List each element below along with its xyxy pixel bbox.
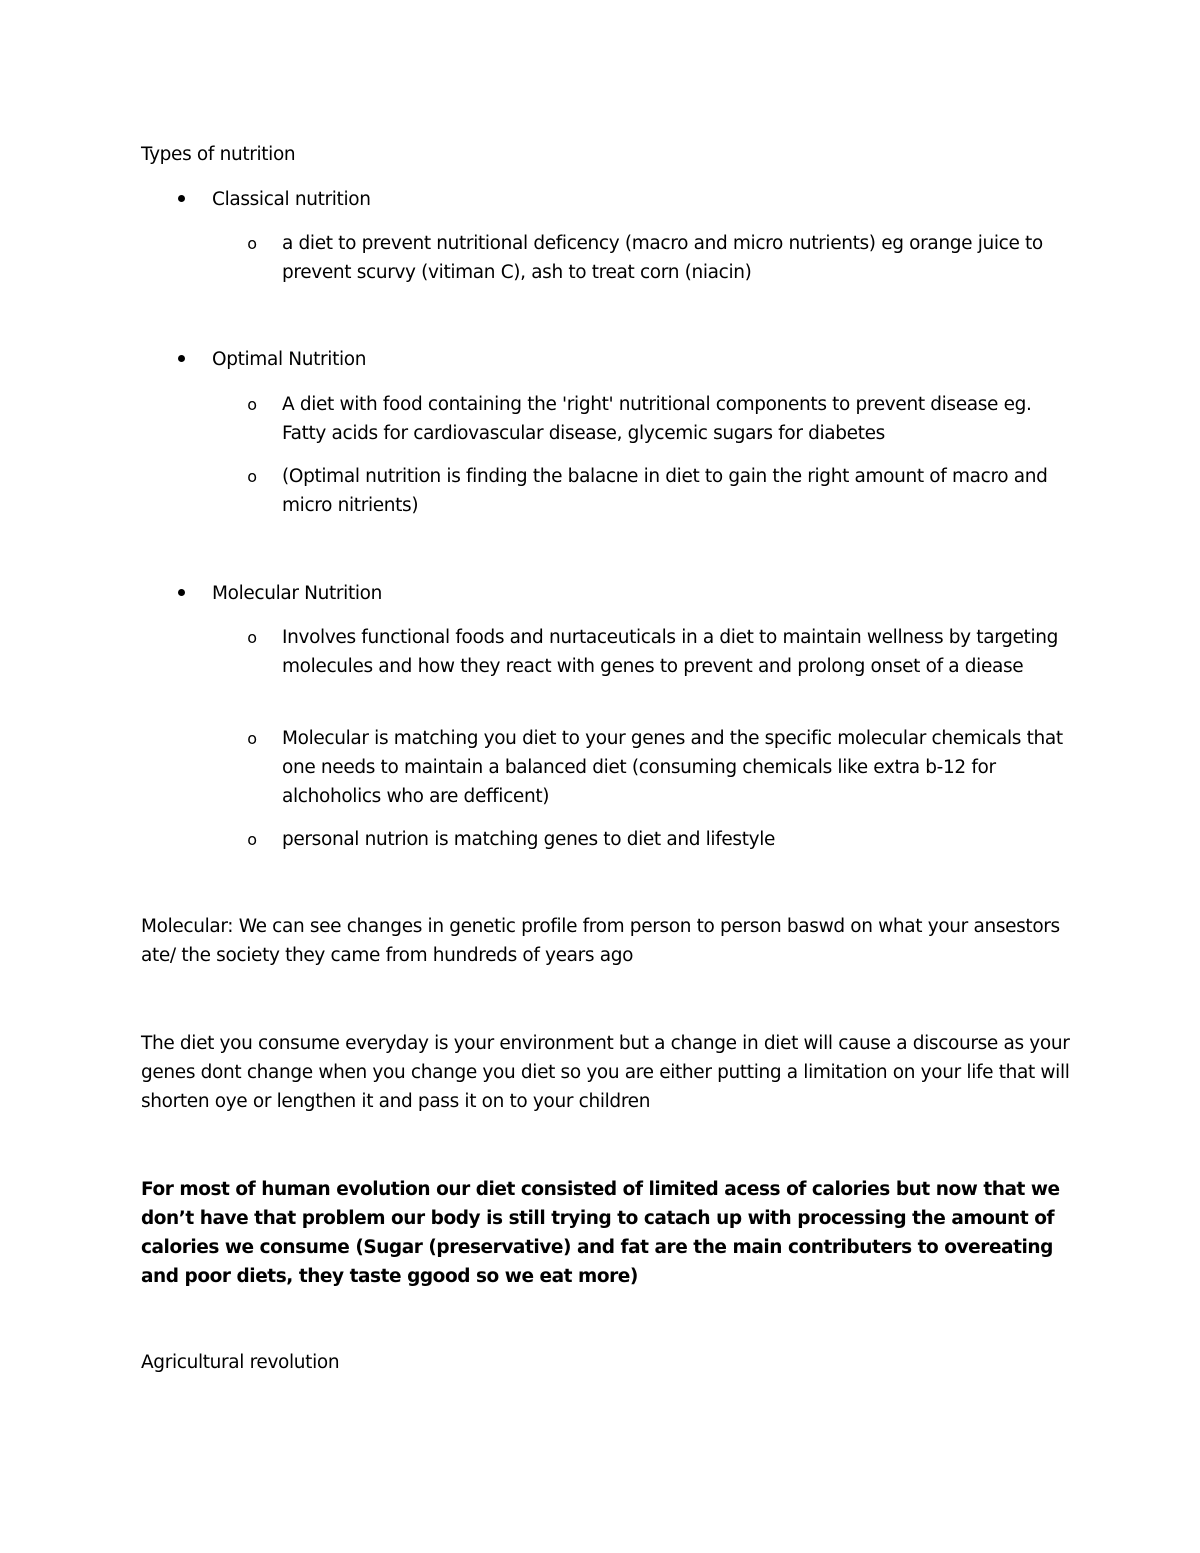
hollow-bullet-icon: o: [247, 234, 257, 253]
sub-item-text: personal nutrion is matching genes to diet and lifestyle: [282, 829, 776, 850]
paragraph-molecular: Molecular: We can see changes in genetic profile from person to person baswd on what your ansestors ate/ the society they came from hundreds of years ago: [141, 916, 1060, 966]
hollow-bullet-icon: o: [247, 729, 257, 748]
hollow-bullet-icon: o: [247, 395, 257, 414]
bullet-dot-icon: [174, 185, 188, 214]
sub-item-text: (Optimal nutrition is finding the balacne in diet to gain the right amount of macro and micro nitrients): [282, 466, 1048, 516]
paragraph-human-evolution: For most of human evolution our diet consisted of limited acess of calories but now that we don’t have that problem our body is still trying to catach up with processing the amount of calories we consume (Sugar (preservative) and fat are the main contributers to overeating and poor diets, they taste ggood so we eat more): [141, 1179, 1060, 1287]
bullet-dot-icon: [174, 579, 188, 608]
sub-item-text: a diet to prevent nutritional deficency (macro and micro nutrients) eg orange juice to prevent scurvy (vitiman C), ash to treat corn (niacin): [282, 233, 1043, 283]
sub-item-text: Molecular is matching you diet to your genes and the specific molecular chemicals that one needs to maintain a balanced diet (consuming chemicals like extra b-12 for alchoholics who are defficent): [282, 728, 1063, 807]
hollow-bullet-icon: o: [247, 467, 257, 486]
hollow-bullet-icon: o: [247, 628, 257, 647]
bullet-label: Molecular Nutrition: [212, 583, 383, 604]
paragraph-agricultural-revolution: Agricultural revolution: [141, 1352, 340, 1373]
bullet-label: Optimal Nutrition: [212, 349, 367, 370]
hollow-bullet-icon: o: [247, 830, 257, 849]
heading-types-of-nutrition: Types of nutrition: [141, 144, 296, 165]
bullet-dot-icon: [174, 345, 188, 374]
sub-item-text: Involves functional foods and nurtaceuticals in a diet to maintain wellness by targeting molecules and how they react with genes to prevent and prolong onset of a diease: [282, 627, 1059, 677]
sub-item-text: A diet with food containing the 'right' nutritional components to prevent disease eg. Fatty acids for cardiovascular disease, glycemic sugars for diabetes: [282, 394, 1032, 444]
paragraph-diet-environment: The diet you consume everyday is your environment but a change in diet will cause a discourse as your genes dont change when you change you diet so you are either putting a limitation on your life that will shorten oye or lengthen it and pass it on to your children: [141, 1033, 1070, 1112]
bullet-label: Classical nutrition: [212, 189, 371, 210]
